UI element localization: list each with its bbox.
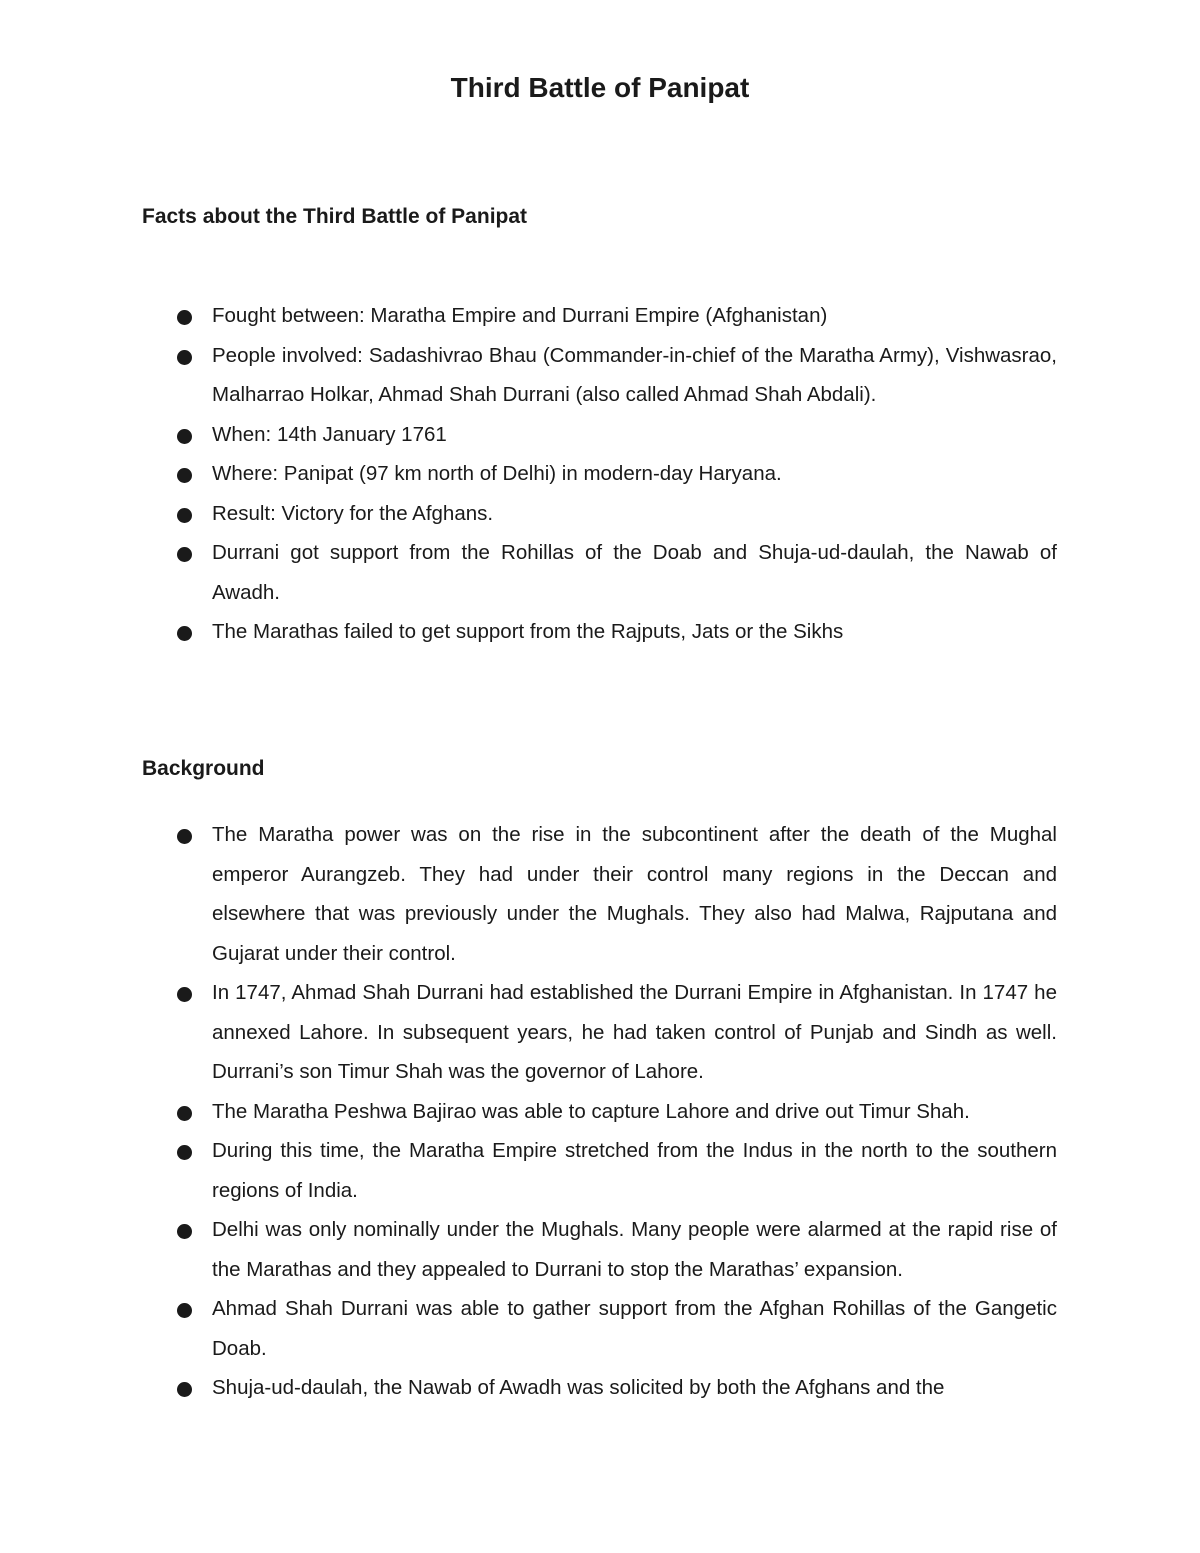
background-list (0, 815, 1200, 1408)
list-item-text: In 1747, Ahmad Shah Durrani had established the Durrani Empire in Afghanistan. In 1747 he annexed Lahore. In subsequent years, he had taken control of Punjab and Sindh as well. Durrani’s son Timur Shah was the governor of Lahore. (212, 981, 1057, 1083)
bullet-icon (177, 547, 192, 562)
bullet-icon (177, 468, 192, 483)
list-item (0, 1289, 1057, 1368)
document-title: Third Battle of Panipat (450, 72, 750, 103)
list-item (0, 1092, 1057, 1132)
list-item-text: Durrani got support from the Rohillas of the Doab and Shuja-ud-daulah, the Nawab of Awadh. (212, 541, 1057, 604)
list-item-text: During this time, the Maratha Empire stretched from the Indus in the north to the southern regions of India. (212, 1139, 1057, 1202)
list-item-text: When: 14th January 1761 (212, 422, 447, 446)
list-item-text: Shuja-ud-daulah, the Nawab of Awadh was solicited by both the Afghans and the (212, 1376, 945, 1399)
bullet-icon (177, 350, 192, 365)
bullet-icon (177, 1382, 192, 1397)
list-item-text: People involved: Sadashivrao Bhau (Commander-in-chief of the Maratha Army), Vishwasrao, Malharrao Holkar, Ahmad Shah Durrani (also called Ahmad Shah Abdali). (212, 343, 1057, 406)
bullet-icon (177, 310, 192, 325)
list-item (0, 973, 1057, 1092)
bullet-icon (177, 1303, 192, 1318)
list-item (0, 815, 1057, 973)
list-item (0, 415, 1057, 455)
list-item (0, 494, 1057, 534)
bullet-icon (177, 1224, 192, 1239)
list-item-text: Ahmad Shah Durrani was able to gather support from the Afghan Rohillas of the Gangetic Doab. (212, 1297, 1057, 1360)
list-item-text: Result: Victory for the Afghans. (212, 501, 494, 525)
list-item (0, 336, 1057, 415)
list-item (0, 533, 1057, 612)
list-item (0, 296, 1057, 336)
list-item-text: The Marathas failed to get support from the Rajputs, Jats or the Sikhs (212, 620, 844, 643)
list-item-text: The Maratha Peshwa Bajirao was able to capture Lahore and drive out Timur Shah. (212, 1099, 970, 1123)
bullet-icon (177, 987, 192, 1002)
list-item (0, 454, 1057, 494)
section-heading-facts: Facts about the Third Battle of Panipat (142, 205, 528, 228)
list-item-text: Delhi was only nominally under the Mughals. Many people were alarmed at the rapid rise of the Marathas and they appealed to Durrani to stop the Marathas’ expansion. (212, 1218, 1057, 1281)
bullet-icon (177, 429, 192, 444)
bullet-icon (177, 829, 192, 844)
list-item-text: Fought between: Maratha Empire and Durrani Empire (Afghanistan) (212, 304, 828, 327)
list-item (0, 1210, 1057, 1289)
list-item (0, 1131, 1057, 1210)
bullet-icon (177, 508, 192, 523)
bullet-icon (177, 1106, 192, 1121)
list-item-text: The Maratha power was on the rise in the subcontinent after the death of the Mughal emperor Aurangzeb. They had under their control many regions in the Deccan and elsewhere that was previously under the Mughals. They also had Malwa, Rajputana and Gujarat under their control. (212, 823, 1057, 965)
list-item (0, 612, 1057, 652)
bullet-icon (177, 1145, 192, 1160)
facts-list (0, 296, 1200, 652)
section-heading-background: Background (142, 757, 265, 780)
list-item (0, 1368, 1057, 1408)
list-item-text: Where: Panipat (97 km north of Delhi) in modern-day Haryana. (212, 462, 782, 485)
bullet-icon (177, 626, 192, 641)
